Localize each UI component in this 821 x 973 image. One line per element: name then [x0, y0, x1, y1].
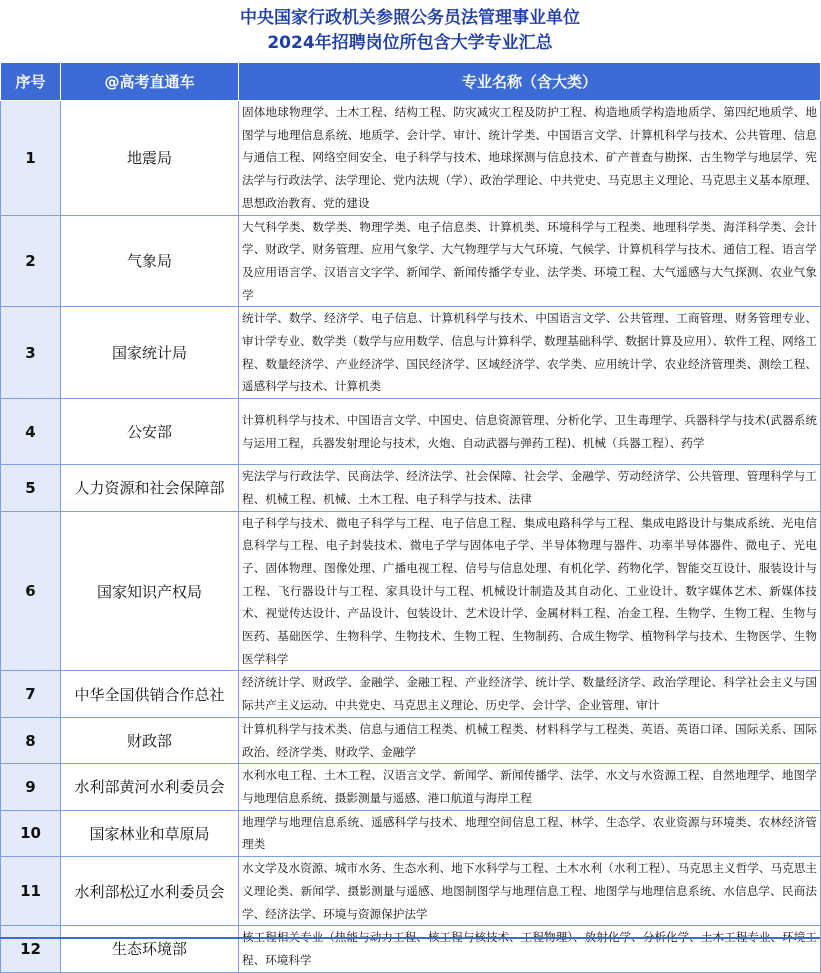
- row-index: 7: [1, 671, 61, 717]
- row-org: 水利部黄河水利委员会: [61, 764, 239, 810]
- table-header-row: [1, 63, 821, 101]
- row-majors: 程、环境科学: [239, 926, 821, 972]
- header-index: 序号: [1, 63, 61, 101]
- row-org: 气象局: [61, 215, 239, 307]
- title-line-2: 2024年招聘岗位所包含大学专业汇总: [267, 33, 553, 53]
- row-org: 中华全国供销合作总社: [61, 671, 239, 717]
- table-row: [1, 465, 821, 511]
- table-row: [1, 810, 821, 856]
- header-org: @高考直通车: [61, 63, 239, 101]
- row-index: 8: [1, 717, 61, 763]
- row-index: 2: [1, 215, 61, 307]
- row-org: 人力资源和社会保障部: [61, 465, 239, 511]
- table-row: [1, 215, 821, 307]
- row-org: 公安部: [61, 399, 239, 465]
- row-index: 3: [1, 307, 61, 399]
- row-majors: 地理学与地理信息系统、遥感科学与技术、地理空间信息工程、林学、生态学、农业资源与环境类、农林经济管理类: [239, 810, 821, 856]
- title-line-1: 中央国家行政机关参照公务员法管理事业单位: [240, 8, 580, 28]
- row-index: 6: [1, 511, 61, 671]
- row-index: 1: [1, 101, 61, 216]
- row-org: 地震局: [61, 101, 239, 216]
- row-majors: 宪法学与行政法学、民商法学、经济法学、社会保障、社会学、金融学、劳动经济学、公共管理、管理科学与工程、机械工程、机械、土木工程、电子科学与技术、法律: [239, 465, 821, 511]
- row-index: 11: [1, 857, 61, 926]
- row-majors: 计算机科学与技术类、信息与通信工程类、机械工程类、材料科学与工程类、英语、英语口译、国际关系、国际政治、经济学类、财政学、金融学: [239, 717, 821, 763]
- row-majors: 电子科学与技术、微电子科学与工程、电子信息工程、集成电路科学与工程、集成电路设计与集成系统、光电信息科学与工程、电子封装技术、微电子学与固体电子学、半导体物理与器件、功率半导体器件、微电子、光电子、固体物理、图像处理、广播电视工程、信号与信息处理、有机化学、药物化学、智能交互设计、服装设计与工程、飞行器设计与工程、家具设计与工程、机械设计制造及其自动化、工业设计、数字媒体艺术、新媒体技术、视觉传达设计、产品设计、包装设计、艺术设计学、金属材料工程、冶金工程、生物学、生物工程、生物与医药、基础医学、生物科学、生物技术、生物工程、生物制药、合成生物学、植物科学与技术、生物医学、生物医学科学: [239, 511, 821, 671]
- row-org: 国家林业和草原局: [61, 810, 239, 856]
- row-majors: 经济统计学、财政学、金融学、金融工程、产业经济学、统计学、数量经济学、政治学理论、科学社会主义与国际共产主义运动、中共党史、马克思主义理论、历史学、会计学、企业管理、审计: [239, 671, 821, 717]
- row-majors: 水文学及水资源、城市水务、生态水利、地下水科学与工程、土木水利（水利工程）、马克思主义哲学、马克思主义理论类、新闻学、摄影测量与遥感、地图制图学与地理信息工程、地图学与地理信息系统、水信息学、民商法学、经济法学、环境与资源保护法学: [239, 857, 821, 926]
- row-index: 10: [1, 810, 61, 856]
- table-row: [1, 717, 821, 763]
- row-majors: 统计学、数学、经济学、电子信息、计算机科学与技术、中国语言文学、公共管理、工商管理、财务管理专业、审计学专业、数学类（数学与应用数学、信息与计算科学、数理基础科学、数据计算及应用）、软件工程、网络工程、数量经济学、产业经济学、国民经济学、区域经济学、农学类、应用统计学、农业经济管理类、测绘工程、遥感科学与技术、计算机类: [239, 307, 821, 399]
- row-majors: 固体地球物理学、土木工程、结构工程、防灾减灾工程及防护工程、构造地质学构造地质学、第四纪地质学、地图学与地理信息系统、地质学、会计学、审计、统计学类、中国语言文学、计算机科学与技术、公共管理、信息与通信工程、网络空间安全、电子科学与技术、地球探测与信息技术、矿产普查与勘探、古生物学与地层学、宪法学与行政法学、法学理论、党内法规（学）、政治学理论、中共党史、马克思主义理论、马克思主义基本原理、思想政治教育、党的建设: [239, 101, 821, 216]
- row-index: 12: [1, 926, 61, 972]
- table-row: [1, 764, 821, 810]
- table-row: [1, 511, 821, 671]
- row-org: 国家统计局: [61, 307, 239, 399]
- table-row: [1, 926, 821, 972]
- row-index: 4: [1, 399, 61, 465]
- row-index: 9: [1, 764, 61, 810]
- row-org: 国家知识产权局: [61, 511, 239, 671]
- bottom-border: [0, 937, 820, 939]
- row-majors: 大气科学类、数学类、物理学类、电子信息类、计算机类、环境科学与工程类、地理科学类、海洋科学类、会计学、财政学、财务管理、应用气象学、大气物理学与大气环境、气候学、计算机科学与技术、通信工程、语言学及应用语言学、汉语言文字学、新闻学、新闻传播学专业、法学类、环境工程、大气遥感与大气探测、农业气象学: [239, 215, 821, 307]
- row-index: 5: [1, 465, 61, 511]
- table-row: [1, 307, 821, 399]
- table-row: [1, 857, 821, 926]
- row-org: 生态环境部: [61, 926, 239, 972]
- page-title: [0, 0, 820, 62]
- row-majors: 水利水电工程、土木工程、汉语言文学、新闻学、新闻传播学、法学、水文与水资源工程、自然地理学、地图学与地理信息系统、摄影测量与遥感、港口航道与海岸工程: [239, 764, 821, 810]
- table-row: [1, 671, 821, 717]
- row-org: 水利部松辽水利委员会: [61, 857, 239, 926]
- row-org: 财政部: [61, 717, 239, 763]
- table-row: [1, 399, 821, 465]
- row-majors: 计算机科学与技术、中国语言文学、中国史、信息资源管理、分析化学、卫生毒理学、兵器科学与技术(武器系统与运用工程，兵器发射理论与技术，火炮、自动武器与弹药工程)、机械（兵器工程）、药学: [239, 399, 821, 465]
- majors-table: [0, 62, 821, 973]
- header-majors: 专业名称（含大类）: [239, 63, 821, 101]
- table-row: [1, 101, 821, 216]
